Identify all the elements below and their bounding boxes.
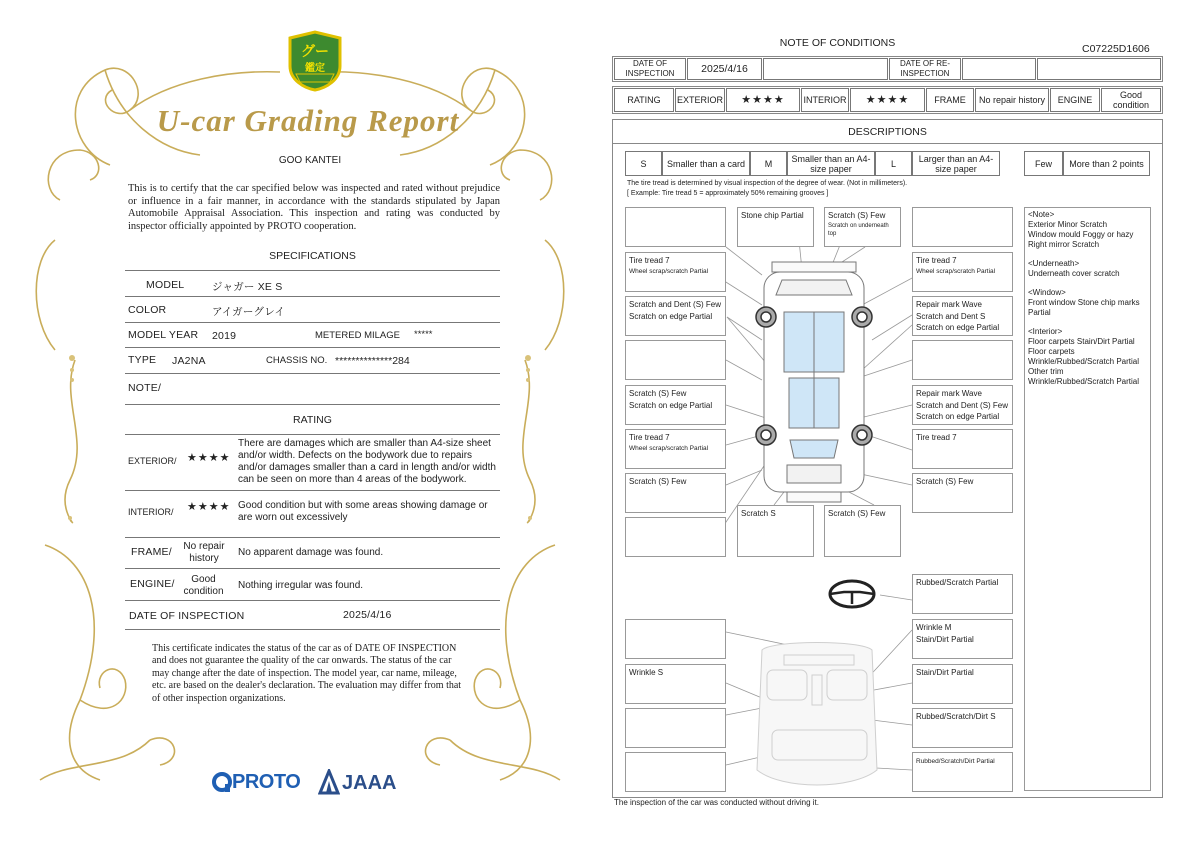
model-label: MODEL [146, 279, 185, 291]
divider [125, 568, 500, 569]
damage-box [912, 664, 1013, 704]
damage-box [912, 385, 1013, 425]
damage-box [625, 752, 726, 792]
certificate-disclaimer: This certificate indicates the status of the car as of DATE OF INSPECTION and does not guarantee the quality of the car onwards. The status of the car may change after the date of inspection. The model year, car name, mileage, etc. are based on the dealer's declaration. The evaluation may differ from that of other inspection organizations. [152, 643, 462, 704]
damage-text: Scratch and Dent S [916, 311, 986, 321]
damage-box [737, 505, 814, 557]
interior-stars: ★★★★ [850, 88, 925, 112]
model-year-value: 2019 [212, 330, 237, 342]
damage-text: Scratch on edge Partial [629, 312, 713, 321]
damage-text: Scratch (S) Few [916, 477, 974, 486]
divider [125, 600, 500, 601]
note-line: Floor carpets Stain/Dirt Partial [1028, 337, 1135, 346]
damage-text: Wrinkle M [916, 623, 952, 632]
exterior-description: There are damages which are smaller than A4-size sheet and/or width. Defects on the bodywork due to repairs and/or damages smaller than a card in length and/or width can be seen on more than 4 areas of the bodywork. [238, 438, 496, 485]
note-line: Exterior Minor Scratch [1028, 220, 1108, 229]
conditions-title: NOTE OF CONDITIONS [779, 37, 896, 49]
inspection-date-label: DATE OF INSPECTION [129, 610, 245, 622]
legend-few-text: More than 2 points [1063, 151, 1150, 176]
rating-heading: RATING [293, 414, 332, 426]
legend-m-text: Smaller than an A4-size paper [787, 151, 875, 176]
damage-text: Scratch and Dent (S) Few [916, 400, 1009, 410]
damage-subtext: Scratch on underneath top [828, 223, 889, 237]
damage-box [912, 619, 1013, 659]
damage-box [625, 340, 726, 380]
damage-box [912, 473, 1013, 513]
damage-box [912, 752, 1013, 792]
damage-box [912, 574, 1013, 614]
window-heading: <Window> [1028, 288, 1066, 297]
jaaa-logo-icon [318, 769, 340, 795]
damage-box [625, 207, 726, 247]
damage-box [824, 207, 901, 247]
divider [125, 270, 500, 271]
divider [125, 296, 500, 297]
damage-box [912, 252, 1013, 292]
tire-example: [ Example: Tire tread 5 = approximately 50% remaining grooves ] [627, 190, 829, 197]
type-value: JA2NA [172, 355, 206, 367]
damage-text: Rubbed/Scratch/Dirt Partial [916, 758, 995, 765]
frame-description: No apparent damage was found. [238, 547, 384, 558]
damage-text: Rubbed/Scratch Partial [916, 578, 999, 587]
damage-box [625, 473, 726, 513]
damage-text: Stone chip Partial [741, 211, 804, 220]
exterior-stars: ★★★★ [726, 88, 800, 112]
divider [125, 629, 500, 630]
legend-l-text: Larger than an A4-size paper [912, 151, 1000, 176]
mileage-label: METERED MILAGE [315, 330, 400, 341]
damage-box [625, 429, 726, 469]
inspection-date-label: DATE OF INSPECTION [614, 58, 686, 80]
damage-box [912, 429, 1013, 469]
note-heading: <Note> [1028, 210, 1055, 219]
damage-box [625, 252, 726, 292]
damage-text: Rubbed/Scratch/Dirt S [916, 712, 996, 721]
damage-text: Scratch (S) Few [629, 389, 687, 398]
inspection-date-value: 2025/4/16 [687, 58, 762, 80]
legend-m: M [750, 151, 787, 176]
damage-text: Tire tread 7 [916, 256, 957, 265]
damage-box [625, 296, 726, 336]
goo-kantei-badge-icon [286, 30, 344, 92]
note-line: Front window Stone chip marks Partial [1028, 298, 1140, 317]
damage-text: Tire tread 7 [629, 433, 670, 442]
damage-text: Wheel scrap/scratch Partial [916, 268, 996, 275]
legend-few: Few [1024, 151, 1063, 176]
damage-box [625, 619, 726, 659]
svg-text:鑑定: 鑑定 [305, 63, 325, 74]
conditions-footer: The inspection of the car was conducted without driving it. [614, 798, 819, 807]
damage-text: Scratch (S) Few [828, 211, 886, 220]
exterior-label: EXTERIOR/ [128, 456, 177, 466]
report-code: C07225D1606 [1082, 43, 1150, 55]
model-year-label: MODEL YEAR [128, 329, 199, 341]
color-label: COLOR [128, 304, 167, 316]
jaaa-logo-text: JAAA [342, 772, 397, 794]
color-value: アイガーグレイ [212, 306, 286, 318]
divider [125, 434, 500, 435]
note-line: Window mould Foggy or hazy [1028, 230, 1134, 239]
damage-box [912, 207, 1013, 247]
exterior-label: EXTERIOR [675, 88, 725, 112]
engine-label: ENGINE [1050, 88, 1100, 112]
damage-text: Scratch on edge Partial [629, 401, 713, 410]
damage-box [824, 505, 901, 557]
chassis-label: CHASSIS NO. [266, 355, 328, 366]
mileage-value: ***** [414, 329, 433, 340]
blank-cell [1037, 58, 1161, 80]
interior-description: Good condition but with some areas showing damage or are worn out excessively [238, 500, 488, 523]
engine-value: Good condition [1101, 88, 1161, 112]
intro-text: This is to certify that the car specified below was inspected and rated without prejudice or influence in a fair manner, in accordance with the standards stipulated by Japan Automobile Appraisal Association. This inspection and rating was conducted by inspector officially appointed by PROTO cooperation. [128, 183, 500, 232]
engine-description: Nothing irregular was found. [238, 580, 364, 591]
proto-logo-text: PROTO [232, 771, 301, 793]
reinspection-date-value [962, 58, 1036, 80]
engine-value: Good condition [183, 574, 224, 597]
damage-box [737, 207, 814, 247]
damage-text: Wheel scrap/scratch Partial [629, 268, 709, 275]
damage-text: Scratch and Dent (S) Few [629, 300, 722, 309]
damage-text: Wheel scrap/scratch Partial [629, 445, 709, 452]
underneath-heading: <Underneath> [1028, 259, 1080, 268]
damage-box [625, 517, 726, 557]
damage-text: Scratch (S) Few [828, 509, 886, 518]
legend-s: S [625, 151, 662, 176]
divider [125, 373, 500, 374]
proto-logo-icon [212, 771, 232, 793]
rating-label: RATING [614, 88, 674, 112]
tire-note: The tire tread is determined by visual inspection of the degree of wear. (Not in millimeters). [627, 180, 908, 187]
damage-box [912, 340, 1013, 380]
notes-box [1024, 207, 1151, 791]
frame-label: FRAME [926, 88, 974, 112]
frame-label: FRAME/ [131, 546, 172, 558]
damage-text: Repair mark Wave [916, 300, 982, 309]
legend-s-text: Smaller than a card [662, 151, 750, 176]
note-line: Other trim Wrinkle/Rubbed/Scratch Partial [1028, 367, 1140, 386]
damage-text: Scratch (S) Few [629, 477, 687, 486]
note-line: Underneath cover scratch [1028, 269, 1120, 278]
damage-box [625, 385, 726, 425]
descriptions-heading: DESCRIPTIONS [612, 120, 1163, 144]
svg-text:グー: グー [301, 44, 329, 60]
damage-box [625, 664, 726, 704]
report-subtitle: GOO KANTEI [278, 155, 342, 166]
divider [125, 490, 500, 491]
damage-text: Scratch on edge Partial [916, 323, 1000, 332]
chassis-value: **************284 [335, 355, 410, 367]
divider [125, 404, 500, 405]
interior-label: INTERIOR [801, 88, 849, 112]
divider [125, 322, 500, 323]
divider [125, 537, 500, 538]
damage-text: Repair mark Wave [916, 389, 982, 398]
exterior-stars: ★★★★ [187, 452, 231, 464]
note-line: Right mirror Scratch [1028, 240, 1100, 249]
damage-text: Tire tread 7 [916, 433, 957, 442]
specs-heading: SPECIFICATIONS [269, 250, 356, 262]
damage-text: Tire tread 7 [629, 256, 670, 265]
damage-box [912, 296, 1013, 336]
report-title: U-car Grading Report [156, 103, 460, 138]
divider [125, 347, 500, 348]
damage-text: Stain/Dirt Partial [916, 635, 974, 644]
damage-box [912, 708, 1013, 748]
note-line: Floor carpets Wrinkle/Rubbed/Scratch Partial [1028, 347, 1140, 366]
damage-text: Scratch S [741, 509, 776, 518]
damage-box [625, 708, 726, 748]
frame-value: No repair history [183, 541, 225, 564]
damage-text: Wrinkle S [629, 668, 664, 677]
inspection-date-value: 2025/4/16 [343, 609, 392, 621]
model-value: ジャガー XE S [212, 281, 283, 293]
damage-text: Scratch on edge Partial [916, 412, 1000, 421]
engine-label: ENGINE/ [130, 578, 175, 590]
blank-cell [763, 58, 888, 80]
interior-stars: ★★★★ [187, 501, 231, 513]
reinspection-date-label: DATE OF RE-INSPECTION [889, 58, 961, 80]
legend-l: L [875, 151, 912, 176]
frame-value: No repair history [975, 88, 1049, 112]
steering-wheel-icon [830, 581, 874, 607]
note-label: NOTE/ [128, 382, 162, 394]
damage-text: Stain/Dirt Partial [916, 668, 974, 677]
interior-label: INTERIOR/ [128, 507, 174, 517]
type-label: TYPE [128, 354, 157, 366]
interior-heading: <Interior> [1028, 327, 1063, 336]
